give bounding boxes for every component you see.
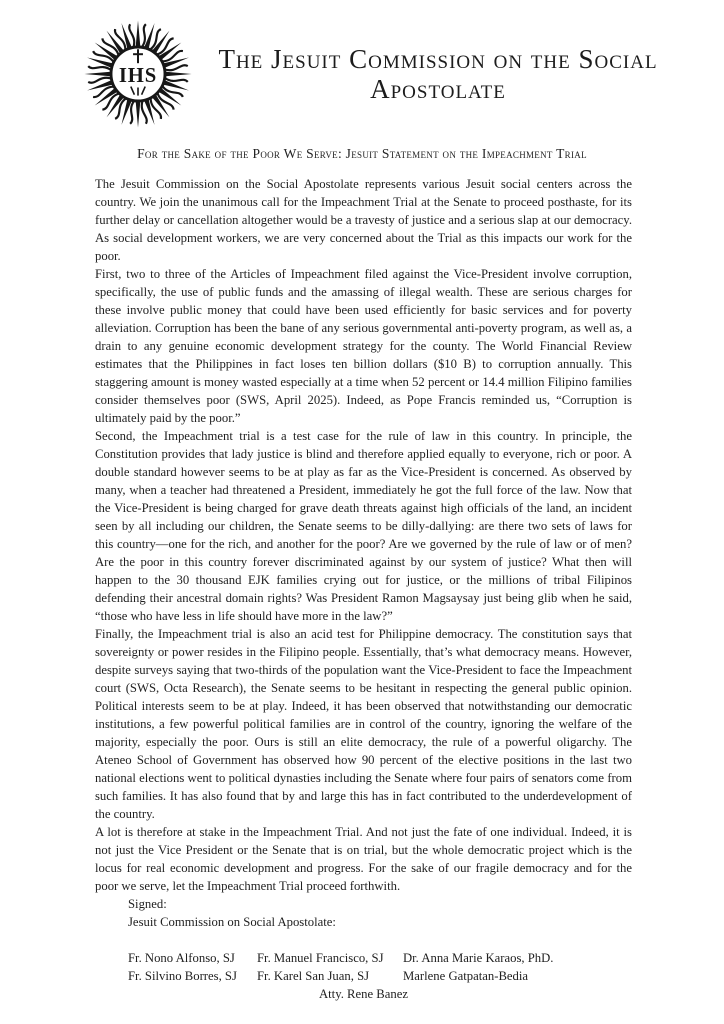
statement-paragraph-second: Second, the Impeachment trial is a test case for the rule of law in this country. In principle, the Constitution provides that lady justice is blind and therefore applied equally to everyone, rich or poor. A double standard however seems to be at play as far as the Vice-President is concerned. As observed by many, when a teacher had threatened a President, immediately he got the full force of the law. Now that the Vice-President is being charged for grave death threats against high officials of the land, an incident seen by all including our children, the Senate seems to be dilly-dallying: are there two sets of laws for this country—one for the rich, and another for the poor? Are we governed by the rule of law or of men? Are the poor in this country forever discriminated against by our system of justice? What then will happen to the 30 thousand EJK families crying out for justice, or the millions of tribal Filipinos defending their ancestral domain rights? Was President Ramon Magsaysay just being glib when he said, “those who have less in life should have more in the law?” [95,429,632,623]
signed-organization: Jesuit Commission on Social Apostolate: [128,915,336,929]
signatory-name: Dr. Anna Marie Karaos, PhD. [403,951,554,965]
signatory-name: Fr. Manuel Francisco, SJ [257,951,384,965]
statement-paragraph-conclusion: A lot is therefore at stake in the Impeachment Trial. And not just the fate of one individual. Indeed, it is not just the Vice President or the Senate that is on trial, but the whole democratic project which is the locus for real economic development and progress. For the sake of our fragile democracy and for the poor we serve, let the Impeachment Trial proceed forthwith. [95,825,632,893]
organization-title-line2: Apostolate [370,74,506,104]
signatory-name-centered: Atty. Rene Banez [318,987,409,1001]
organization-title [168,44,708,104]
statement-paragraph-first: First, two to three of the Articles of Impeachment filed against the Vice-President involve corruption, specifically, the use of public funds and the amassing of illegal wealth. These are serious charges for these involve public money that could have been used efficiently for basic services and for poverty alleviation. Corruption has been the bane of any serious governmental anti-poverty program, as well as, a drain to any genuine economic development strategy for the county. The World Financial Review estimates that the Philippines in fact loses ten billion dollars ($10 B) to corruption annually. This staggering amount is money wasted especially at a time when 52 percent or 14.4 million Filipino families consider themselves poor (SWS, April 2025). Indeed, as Pope Francis reminded us, “Corruption is ultimately paid by the poor.” [95,267,632,425]
statement-paragraph-finally: Finally, the Impeachment trial is also an acid test for Philippine democracy. The constitution says that sovereignty or power resides in the Filipino people. Essentially, that’s what democracy means. However, despite surveys saying that two-thirds of the population want the Vice-President to face the Impeachment court (SWS, Octa Research), the Senate seems to be hesitant in respecting the general public opinion. Political interests seem to be at play. Indeed, it has been observed that notwithstanding our democratic institutions, a few powerful political families are in control of the country, ignoring the welfare of the majority, especially the poor. Ours is still an elite democracy, the rule of a powerful oligarchy. The Ateneo School of Government has observed how 90 percent of the elective positions in the last two national elections went to political dynasties including the Senate where four pairs of senators come from such families. It has also found that by and large this has in fact contributed to the underdevelopment of the country. [95,627,632,821]
signed-label: Signed: [128,897,167,911]
signatory-name: Marlene Gatpatan-Bedia [403,969,529,983]
signatories-row-1 [128,949,632,967]
ihs-monogram: IHS [118,65,158,88]
statement-paragraph-intro: The Jesuit Commission on the Social Apostolate represents various Jesuit social centers across the country. We join the unanimous call for the Impeachment Trial at the Senate to proceed posthaste, for its further delay or cancellation altogether would be a travesty of justice and a serious slap at our democracy. As social development workers, we are very concerned about the Trial as this impacts our work for the poor. [95,177,632,263]
statement-heading: For the Sake of the Poor We Serve: Jesuit Statement on the Impeachment Trial [137,146,587,161]
letterhead [0,20,724,132]
signatory-name: Fr. Silvino Borres, SJ [128,969,237,983]
signatory-name: Fr. Nono Alfonso, SJ [128,951,235,965]
signed-block [128,895,632,931]
organization-title-line1: The Jesuit Commission on the Social [218,44,658,74]
signatory-name: Fr. Karel San Juan, SJ [257,969,370,983]
signatories-row-2 [128,967,632,985]
statement-body [0,175,724,1003]
